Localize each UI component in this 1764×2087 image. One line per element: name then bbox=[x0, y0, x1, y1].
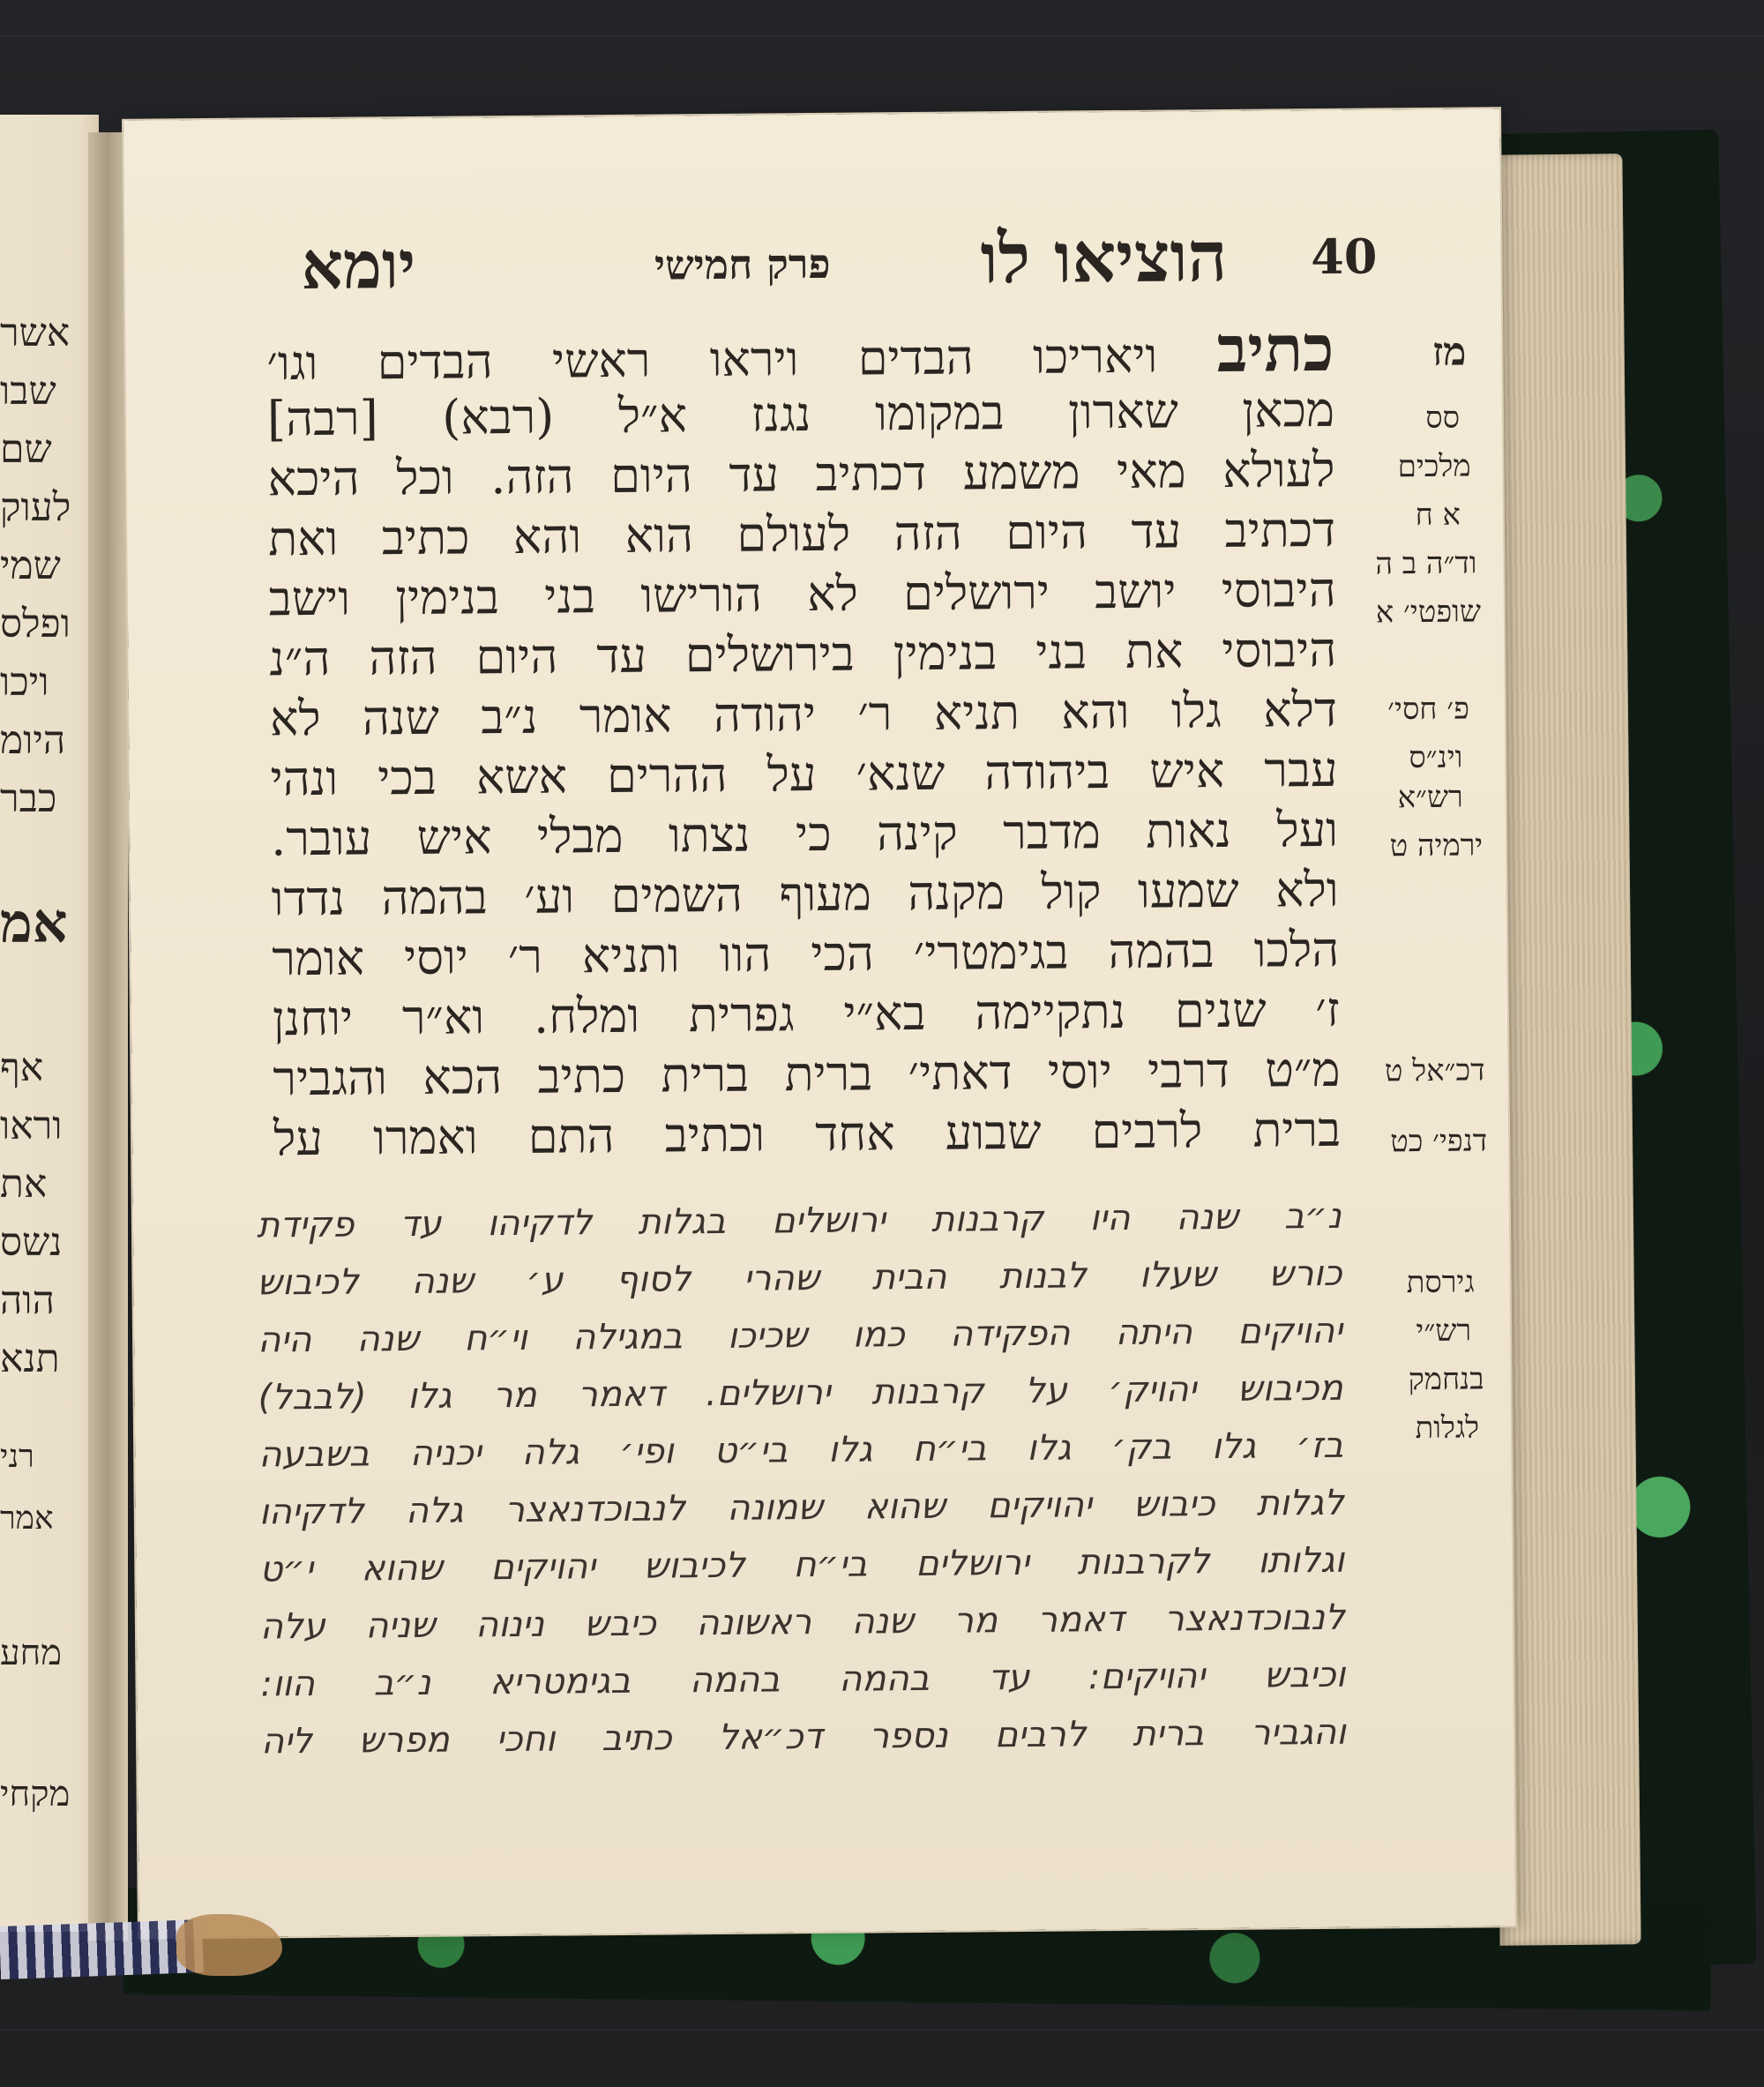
commentary-line: בז׳ גלו בק׳ גלו בי״ח גלו בי״ט ופי׳ גלה יכניה בשבעה bbox=[258, 1425, 1344, 1476]
commentary-side-label: רש״י bbox=[1416, 1313, 1472, 1350]
book-page bbox=[123, 108, 1515, 1938]
left-fragment: מחע bbox=[0, 1633, 63, 1673]
page-header bbox=[301, 215, 1378, 322]
commentary-side-label: בנחמק bbox=[1408, 1361, 1484, 1398]
running-title: הוציאו לו bbox=[980, 216, 1228, 300]
commentary-side-label: גירסת bbox=[1406, 1264, 1475, 1301]
commentary-line: לנבוכדנאצר דאמר מר שנה ראשונה כיבש נינוה שניה עלה bbox=[259, 1597, 1346, 1648]
left-fragment: הוה bbox=[0, 1278, 55, 1323]
main-text-line: מ״ט דרבי יוסי דאתי׳ ברית ברית כתיב הכא והגביר bbox=[273, 1041, 1341, 1107]
main-text-line: דכתיב עד היום הזה לעולם הוא והא כתיב ואת bbox=[267, 501, 1336, 567]
left-fragment: מקחי bbox=[0, 1774, 71, 1814]
commentary-line: וגלותו לקרבנות ירושלים בי״ח לכיבוש יהויקים שהוא י״ט bbox=[259, 1539, 1345, 1590]
margin-note: דכ״אל ט bbox=[1384, 1052, 1485, 1089]
cloth-stripe bbox=[0, 35, 1764, 37]
page-number: 40 bbox=[1310, 228, 1378, 286]
commentary-line: וכיבש יהויקים: עד בהמה בהמה בגימטריא נ״ב הוו: bbox=[260, 1654, 1346, 1705]
main-text-line: ולא שמעו קול מקנה מעוף השמים וע׳ בהמה נדדו bbox=[271, 861, 1339, 927]
commentary-line: כורש שעלו לבנות הבית שהרי לסוף ע׳ שנה לכיבוש bbox=[257, 1253, 1342, 1304]
main-text-line: הלכו בהמה בגימטרי׳ הכי הוו ותניא ר׳ יוסי אומר bbox=[272, 921, 1340, 987]
left-fragment: אשר bbox=[0, 310, 71, 355]
margin-note: דנפי׳ כט bbox=[1390, 1123, 1488, 1160]
chapter-label: פרק חמישי bbox=[654, 239, 831, 289]
main-text-line: כתיב ויאריכו הבדים ויראו ראשי הבדים וגו׳ bbox=[266, 310, 1334, 392]
commentary-line: יהויקים היתה הפקידה כמו שכיכו במגילה וי״ח שנה היה bbox=[257, 1310, 1343, 1361]
commentary-side-label: לגלות bbox=[1415, 1410, 1480, 1447]
commentary-line: לגלות כיבוש יהויקים שהוא שמונה לנבוכדנאצר גלה לדקיהו bbox=[258, 1482, 1344, 1533]
book-gutter bbox=[88, 132, 128, 1941]
commentary-line: מכיבוש יהויק׳ על קרבנות ירושלים. דאמר מר גלו (לבבל) bbox=[258, 1367, 1343, 1418]
margin-note: רש״א bbox=[1397, 779, 1463, 816]
commentary-line: נ״ב שנה היו קרבנות ירושלים בגלות לדקיהו עד פקידת bbox=[256, 1195, 1342, 1246]
commentary-line: והגביר ברית לרבים נספר דכ״אל כתיב וחכי מפרש ליה bbox=[260, 1711, 1347, 1762]
margin-note: וינ״ס bbox=[1409, 739, 1463, 776]
left-fragment: רני bbox=[0, 1439, 34, 1475]
daf-marker: מז bbox=[1431, 329, 1467, 375]
headband-cord bbox=[0, 1919, 204, 1979]
main-text-line: לעולא מאי משמע דכתיב עד היום הזה. וכל היכא bbox=[267, 441, 1335, 507]
opening-word: כתיב bbox=[1216, 310, 1334, 386]
main-text-line: ברית לרבים שבוע אחד וכתיב התם ואמרו על bbox=[273, 1101, 1342, 1167]
main-text-line: עבר איש ביהודה שנא׳ על ההרים אשא בכי ונהי bbox=[270, 741, 1338, 807]
main-text-line: דלא גלו והא תניא ר׳ יהודה אומר נ״ב שנה לא bbox=[269, 681, 1338, 747]
margin-note: סס bbox=[1425, 400, 1461, 436]
cloth-stripe bbox=[0, 2029, 1764, 2031]
margin-note: א ח bbox=[1415, 497, 1461, 534]
left-fragment: שבו bbox=[0, 369, 56, 414]
left-fragment: שמי bbox=[0, 543, 61, 588]
left-fragment: ופלס bbox=[0, 602, 71, 647]
left-fragment: אמר bbox=[0, 1500, 54, 1537]
main-text-line: היבוסי את בני בנימין בירושלים עד היום הזה ה״נ bbox=[269, 621, 1337, 687]
margin-note: שופטי׳ א bbox=[1375, 594, 1482, 631]
left-fragment: תנא bbox=[0, 1336, 60, 1381]
left-fragment: אמ bbox=[0, 891, 68, 955]
left-fragment: וראו bbox=[0, 1103, 63, 1148]
left-fragment: שם bbox=[0, 427, 52, 472]
left-facing-page bbox=[0, 115, 99, 1932]
main-text-line: ז׳ שנים נתקיימה בא״י גפרית ומלח. וא״ר יוחנן bbox=[272, 981, 1341, 1047]
margin-note: וד״ה ב ה bbox=[1375, 545, 1477, 582]
section-divider bbox=[301, 1173, 1342, 1183]
margin-note: מלכים bbox=[1397, 448, 1471, 485]
left-fragment: היומ bbox=[0, 718, 66, 763]
left-fragment: את bbox=[0, 1162, 48, 1207]
left-fragment: נשס bbox=[0, 1220, 63, 1265]
left-fragment: ויכו bbox=[0, 660, 49, 705]
left-fragment: לעוק bbox=[0, 485, 71, 530]
margin-note: פ׳ חסי׳ bbox=[1387, 691, 1470, 728]
left-fragment: אף bbox=[0, 1045, 44, 1090]
main-text-line: מכאן שארון במקומו נגנז א״ל (רבא) [רבה] bbox=[266, 381, 1335, 447]
left-fragment: כבר bbox=[0, 776, 57, 821]
main-text-line: ועל נאות מדבר קינה כי נצתו מבלי איש עובר. bbox=[270, 801, 1339, 867]
tractate-name: יומא bbox=[301, 227, 416, 305]
main-text-line: היבוסי יושב ירושלים לא הורישו בני בנימין וישב bbox=[268, 561, 1336, 627]
margin-note: ירמיה ט bbox=[1389, 827, 1484, 864]
